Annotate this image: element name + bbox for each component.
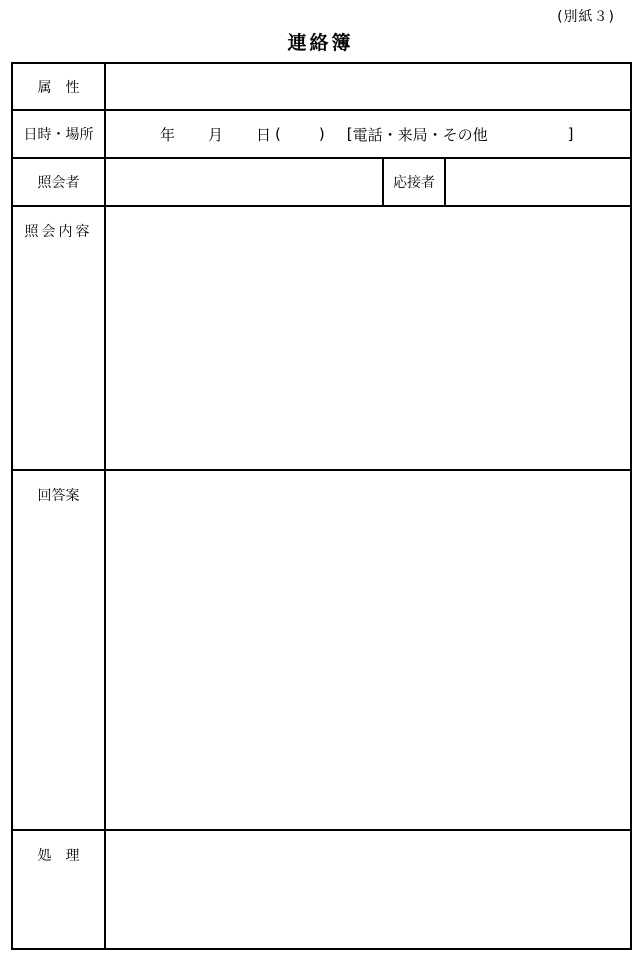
inquirer-label-cell	[12, 158, 105, 206]
weekday-paren-close: )	[318, 125, 325, 143]
place-bracket-open: [	[346, 125, 353, 143]
datetime-value-cell[interactable]	[105, 110, 631, 158]
inquiry-content-row	[12, 206, 631, 470]
inquiry-content-label: 照会内容	[24, 224, 93, 240]
attribute-label-cell	[12, 63, 105, 110]
attachment-number: (別紙３)	[557, 9, 615, 25]
handling-row	[12, 830, 631, 949]
year-label: 年	[160, 125, 176, 144]
handling-value-cell[interactable]	[105, 830, 631, 949]
handling-label: 処 理	[37, 848, 80, 864]
place-bracket-close: ]	[567, 125, 574, 143]
inquiry-content-label-cell	[12, 206, 105, 470]
contact-form-table	[11, 62, 632, 950]
respondent-value-cell[interactable]	[445, 158, 631, 206]
inquirer-value-cell[interactable]	[105, 158, 383, 206]
page-title: 連絡簿	[287, 32, 354, 54]
attribute-value-cell[interactable]	[105, 63, 631, 110]
respondent-label-cell	[383, 158, 445, 206]
respondent-label: 応接者	[393, 175, 435, 191]
place-options: 電話・来局・その他	[352, 125, 488, 144]
datetime-label: 日時・場所	[23, 127, 94, 143]
attribute-label: 属 性	[37, 79, 80, 96]
handling-label-cell	[12, 830, 105, 949]
inquirer-label: 照会者	[37, 175, 80, 191]
answer-draft-row	[12, 470, 631, 830]
answer-draft-label: 回答案	[37, 488, 80, 504]
datetime-line	[106, 124, 630, 145]
answer-draft-label-cell	[12, 470, 105, 830]
datetime-label-cell	[12, 110, 105, 158]
datetime-row	[12, 110, 631, 158]
inquiry-content-value-cell[interactable]	[105, 206, 631, 470]
inquirer-row	[12, 158, 631, 206]
day-label: 日	[256, 125, 272, 144]
month-label: 月	[208, 125, 224, 144]
weekday-paren-open: (	[275, 125, 281, 143]
answer-draft-value-cell[interactable]	[105, 470, 631, 830]
attribute-row	[12, 63, 631, 110]
